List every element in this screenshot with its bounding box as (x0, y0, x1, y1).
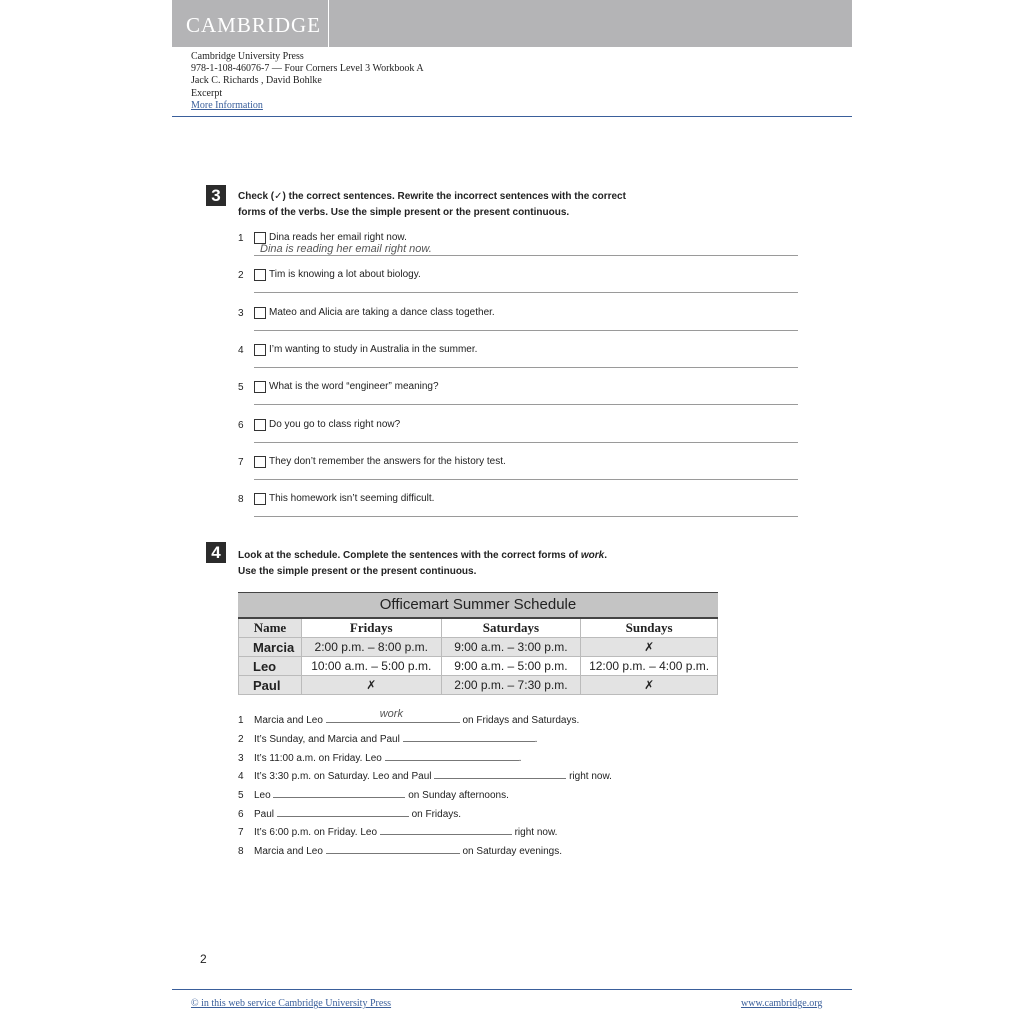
sentence-start: It’s 11:00 a.m. on Friday. Leo (254, 753, 382, 764)
sentence-number: 2 (238, 734, 244, 745)
fill-sentence-5 (238, 787, 509, 801)
authors: Jack C. Richards , David Bohlke (191, 75, 322, 87)
fill-sentence-7 (238, 824, 557, 838)
section-4-instr-line2: Use the simple present or the present continuous. (238, 566, 477, 577)
answer-line[interactable] (254, 442, 798, 443)
sentence-end: . (534, 734, 538, 745)
sentence-number: 3 (238, 753, 244, 764)
fill-sentence-6 (238, 806, 461, 820)
fill-sentence-3 (238, 750, 521, 764)
schedule-table (238, 592, 718, 695)
publisher: Cambridge University Press (191, 51, 304, 62)
exercise-item-5 (238, 381, 798, 411)
row-name: Leo (239, 657, 302, 676)
answer-blank[interactable] (380, 824, 512, 835)
answer-line[interactable] (254, 330, 798, 331)
item-number: 4 (238, 345, 244, 356)
fill-sentence-4 (238, 768, 612, 782)
item-sentence: They don’t remember the answers for the history test. (269, 456, 506, 467)
section-3-instr-line1: Check (✓) the correct sentences. Rewrite the incorrect sentences with the correct (238, 191, 626, 202)
item-sentence: I’m wanting to study in Australia in the summer. (269, 344, 478, 355)
item-number: 2 (238, 270, 244, 281)
exercise-item-8 (238, 493, 798, 523)
answer-blank[interactable] (434, 768, 566, 779)
item-number: 7 (238, 457, 244, 468)
answer-blank[interactable] (273, 787, 405, 798)
header-fridays: Fridays (301, 618, 441, 638)
sentence-start: Marcia and Leo (254, 715, 323, 726)
copyright-link[interactable]: © in this web service Cambridge University Press (191, 998, 392, 1009)
sentence-start: Leo (254, 790, 271, 801)
item-number: 8 (238, 494, 244, 505)
item-sentence: Dina reads her email right now. (269, 232, 407, 243)
exercise-item-1 (238, 232, 798, 262)
sentence-end: on Sunday afternoons. (408, 790, 509, 801)
row-name: Marcia (239, 638, 302, 657)
section-4-instr-line1 (238, 548, 607, 564)
instr-text: Look at the schedule. Complete the sentences with the correct forms of (238, 550, 581, 561)
header-band (172, 0, 852, 47)
answer-blank[interactable] (326, 708, 460, 723)
answer-line[interactable] (254, 479, 798, 480)
book-metadata (191, 51, 424, 112)
schedule-title: Officemart Summer Schedule (238, 592, 718, 617)
instr-period: . (604, 550, 607, 561)
sentence-start: It’s 6:00 p.m. on Friday. Leo (254, 827, 378, 838)
header-sundays: Sundays (581, 618, 718, 638)
cell-fridays: ✗ (301, 676, 441, 695)
answer-line[interactable] (254, 404, 798, 405)
sentence-number: 6 (238, 809, 244, 820)
section-3-instructions (238, 189, 626, 221)
answer-blank[interactable] (277, 806, 409, 817)
fill-sentence-2 (238, 731, 537, 745)
item-number: 1 (238, 233, 244, 244)
check-box[interactable] (254, 419, 266, 431)
schedule-grid (238, 617, 718, 695)
sentence-number: 7 (238, 827, 244, 838)
answer-blank[interactable] (403, 731, 535, 742)
schedule-row-marcia (239, 638, 718, 657)
schedule-row-paul (239, 676, 718, 695)
logo-box (172, 0, 329, 47)
check-box[interactable] (254, 381, 266, 393)
item-number: 6 (238, 420, 244, 431)
check-box[interactable] (254, 269, 266, 281)
sentence-end: right now. (514, 827, 558, 838)
sentence-end: on Fridays. (411, 809, 462, 820)
item-sentence: This homework isn’t seeming difficult. (269, 493, 435, 504)
instr-emphasis: work (580, 550, 605, 561)
sentence-end: . (518, 753, 522, 764)
exercise-item-7 (238, 456, 798, 486)
sentence-number: 4 (238, 771, 244, 782)
sentence-number: 5 (238, 790, 244, 801)
exercise-item-2 (238, 269, 798, 299)
check-box[interactable] (254, 493, 266, 505)
check-box[interactable] (254, 344, 266, 356)
answer-line[interactable] (254, 255, 798, 256)
section-3-instr-line2: forms of the verbs. Use the simple present or the present continuous. (238, 207, 570, 218)
item-sentence: Mateo and Alicia are taking a dance class together. (269, 307, 495, 318)
answer-line[interactable] (254, 367, 798, 368)
item-sentence: Do you go to class right now? (269, 419, 401, 430)
cambridge-logo: CAMBRIDGE (186, 13, 322, 37)
item-sentence: What is the word “engineer” meaning? (269, 381, 439, 392)
check-box[interactable] (254, 307, 266, 319)
exercise-item-3 (238, 307, 798, 337)
check-box[interactable] (254, 456, 266, 468)
exercise-item-4 (238, 344, 798, 374)
sentence-end: on Fridays and Saturdays. (462, 715, 580, 726)
exercise-item-6 (238, 419, 798, 449)
isbn-title: 978-1-108-46076-7 — Four Corners Level 3 Workbook A (191, 63, 424, 75)
footer-divider (172, 989, 852, 990)
sentence-start: Paul (254, 809, 275, 820)
sentence-start: It’s 3:30 p.m. on Saturday. Leo and Paul (254, 771, 432, 782)
answer-line[interactable] (254, 292, 798, 293)
header-saturdays: Saturdays (441, 618, 581, 638)
sentence-number: 8 (238, 846, 244, 857)
section-4-instructions (238, 548, 607, 580)
excerpt-label: Excerpt (191, 87, 223, 99)
sentence-start: It’s Sunday, and Marcia and Paul (254, 734, 400, 745)
sentence-end: on Saturday evenings. (462, 846, 563, 857)
answer-blank[interactable] (326, 843, 460, 854)
schedule-row-leo (239, 657, 718, 676)
item-number: 5 (238, 382, 244, 393)
section-3-number: 3 (206, 185, 226, 206)
section-4-number: 4 (206, 542, 226, 563)
header-divider (172, 116, 852, 117)
cell-sundays: ✗ (581, 676, 718, 695)
handwritten-answer: work (379, 708, 403, 720)
cell-fridays: 2:00 p.m. – 8:00 p.m. (301, 638, 441, 657)
schedule-header-row (239, 618, 718, 638)
answer-blank[interactable] (385, 750, 519, 761)
page-number: 2 (200, 952, 207, 966)
sentence-start: Marcia and Leo (254, 846, 323, 857)
cell-saturdays: 2:00 p.m. – 7:30 p.m. (441, 676, 581, 695)
sentence-number: 1 (238, 715, 244, 726)
item-sentence: Tim is knowing a lot about biology. (269, 269, 421, 280)
answer-line[interactable] (254, 516, 798, 517)
fill-sentence-1 (238, 708, 580, 726)
cell-saturdays: 9:00 a.m. – 5:00 p.m. (441, 657, 581, 676)
row-name: Paul (239, 676, 302, 695)
header-name: Name (239, 618, 302, 638)
cambridge-site-link[interactable]: www.cambridge.org (741, 998, 823, 1009)
cell-sundays: ✗ (581, 638, 718, 657)
cell-saturdays: 9:00 a.m. – 3:00 p.m. (441, 638, 581, 657)
handwritten-answer: Dina is reading her email right now. (260, 243, 432, 255)
item-number: 3 (238, 308, 244, 319)
cell-sundays: 12:00 p.m. – 4:00 p.m. (581, 657, 718, 676)
cell-fridays: 10:00 a.m. – 5:00 p.m. (301, 657, 441, 676)
sentence-end: right now. (569, 771, 612, 782)
more-information-link[interactable]: More Information (191, 99, 263, 111)
fill-sentence-8 (238, 843, 562, 857)
